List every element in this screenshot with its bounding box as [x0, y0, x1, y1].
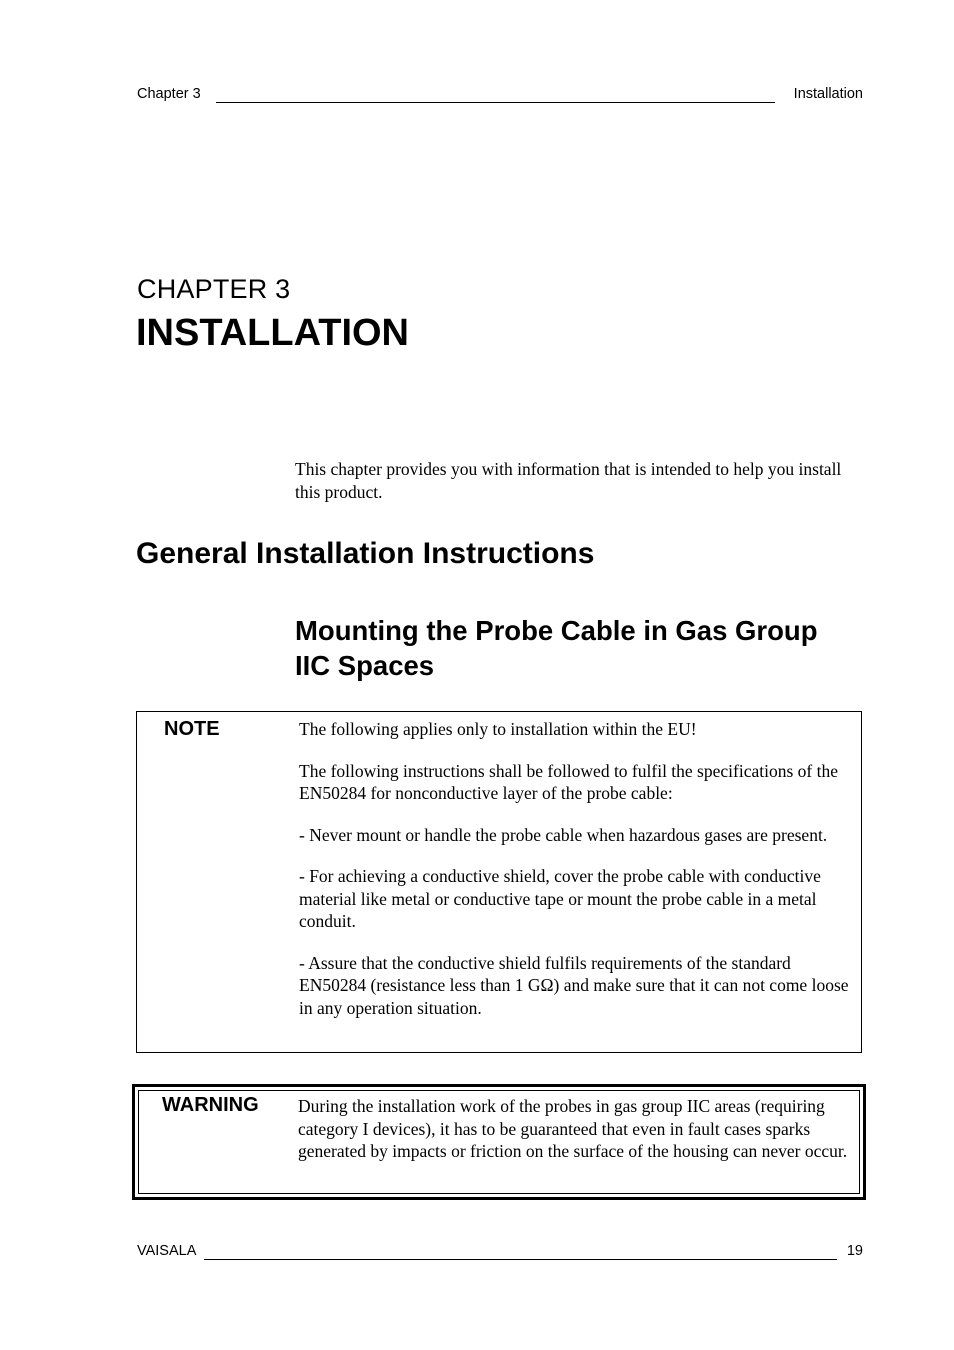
footer-company: VAISALA [137, 1243, 197, 1259]
header-section: Installation [793, 86, 863, 102]
chapter-label: CHAPTER 3 [137, 274, 291, 304]
header-rule [216, 102, 775, 103]
note-paragraph: The following instructions shall be followed to fulfil the specifications of the EN50284 for nonconductive layer of the probe cable: [299, 760, 838, 803]
note-label: NOTE [164, 718, 220, 740]
note-box [136, 711, 862, 1053]
chapter-title: INSTALLATION [136, 312, 409, 354]
note-paragraph: - Never mount or handle the probe cable when hazardous gases are present. [299, 824, 828, 845]
note-text [299, 718, 857, 1038]
warning-box [132, 1084, 866, 1200]
footer-rule [204, 1259, 837, 1260]
note-paragraph: - For achieving a conductive shield, cover the probe cable with conductive material like metal or conductive tape or mount the probe cable in a metal conduit. [299, 866, 821, 931]
note-paragraph: The following applies only to installation within the EU! [299, 719, 697, 739]
note-paragraph: - Assure that the conductive shield fulfils requirements of the standard EN50284 (resistance less than 1 GΩ) and make sure that it can not come loose in any operation situation. [299, 952, 849, 1018]
warning-text: During the installation work of the probes in gas group IIC areas (requiring category I devices), it has to be guaranteed that even in fault cases sparks generated by impacts or friction on the surface of the housing can never occur. [298, 1096, 848, 1161]
page-header [137, 86, 863, 106]
page-number: 19 [846, 1243, 863, 1259]
section-heading: General Installation Instructions [136, 537, 595, 570]
warning-label: WARNING [162, 1094, 259, 1116]
header-chapter: Chapter 3 [137, 86, 201, 102]
subsection-heading: Mounting the Probe Cable in Gas Group IIC Spaces [295, 615, 818, 681]
page-footer [137, 1243, 863, 1263]
intro-paragraph: This chapter provides you with information that is intended to help you install this product. [295, 459, 842, 502]
